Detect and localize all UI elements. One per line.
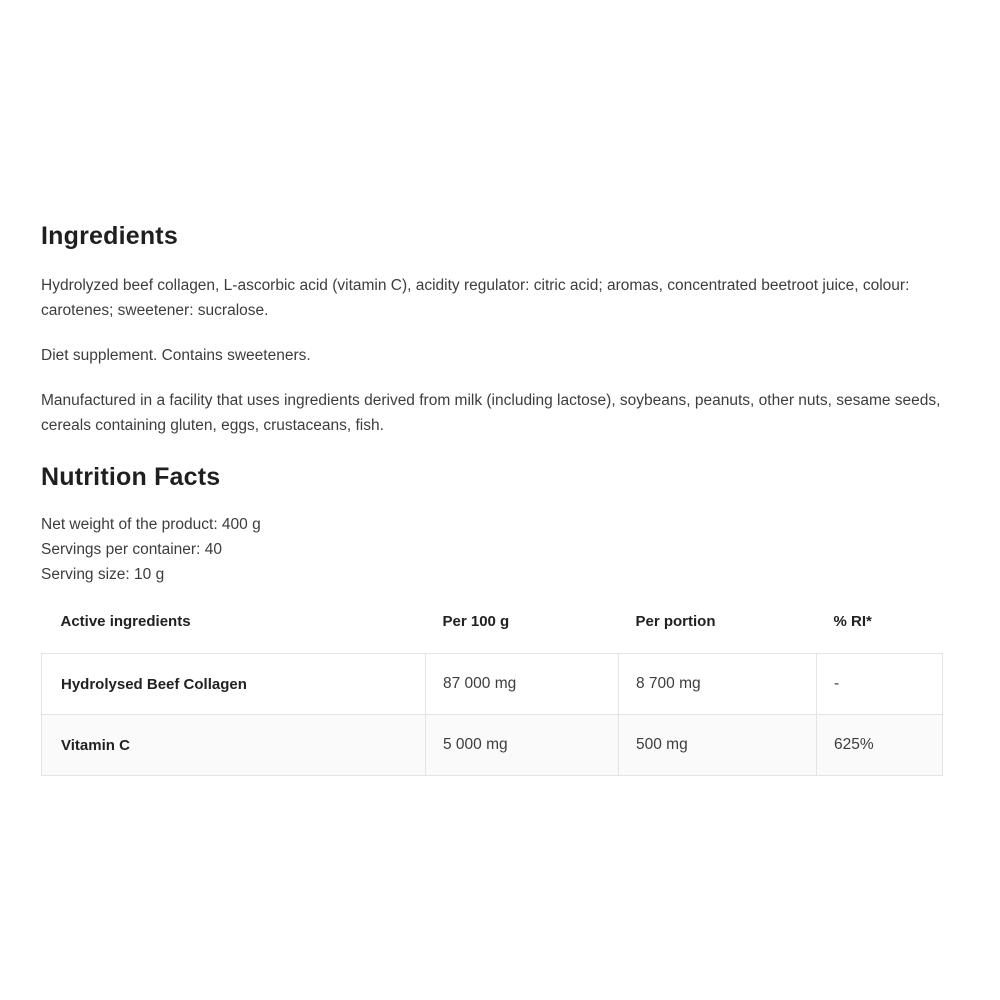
serving-size-line: Serving size: 10 g: [41, 566, 165, 583]
net-weight-line: Net weight of the product: 400 g: [41, 516, 261, 533]
col-header-ri: % RI*: [833, 613, 872, 630]
cell-ingredient-name: Vitamin C: [42, 715, 426, 776]
header-row: [42, 613, 943, 654]
table-row-vitamin-c: [42, 715, 943, 776]
nutrition-table: [41, 613, 943, 776]
cell-per-portion: 500 mg: [619, 715, 817, 776]
ingredients-heading: Ingredients: [41, 222, 178, 250]
cell-ri: -: [817, 654, 943, 715]
allergen-info-paragraph: Manufactured in a facility that uses ingredients derived from milk (including lactose), soybeans, peanuts, other nuts, sesame seeds, cereals containing gluten, eggs, crustaceans, fish.: [41, 392, 941, 434]
nutrition-table-body: [42, 654, 943, 776]
cell-per-portion: 8 700 mg: [619, 654, 817, 715]
nutrition-facts-heading: Nutrition Facts: [41, 463, 221, 491]
table-row-collagen: [42, 654, 943, 715]
cell-ri: 625%: [817, 715, 943, 776]
servings-per-container-line: Servings per container: 40: [41, 541, 222, 558]
cell-per-100g: 5 000 mg: [426, 715, 619, 776]
col-header-per-portion: Per portion: [635, 613, 716, 630]
cell-per-100g: 87 000 mg: [426, 654, 619, 715]
col-header-per-100g: Per 100 g: [442, 613, 510, 630]
col-header-active-ingredients: Active ingredients: [60, 613, 191, 630]
nutrition-table-header: [42, 613, 943, 654]
serving-info-block: [41, 512, 960, 587]
diet-supplement-paragraph: Diet supplement. Contains sweeteners.: [41, 347, 311, 364]
cell-ingredient-name: Hydrolysed Beef Collagen: [42, 654, 426, 715]
ingredients-paragraph: Hydrolyzed beef collagen, L-ascorbic acid (vitamin C), acidity regulator: citric acid; aromas, concentrated beetroot juice, colour: carotenes; sweetener: sucralose.: [41, 277, 910, 319]
